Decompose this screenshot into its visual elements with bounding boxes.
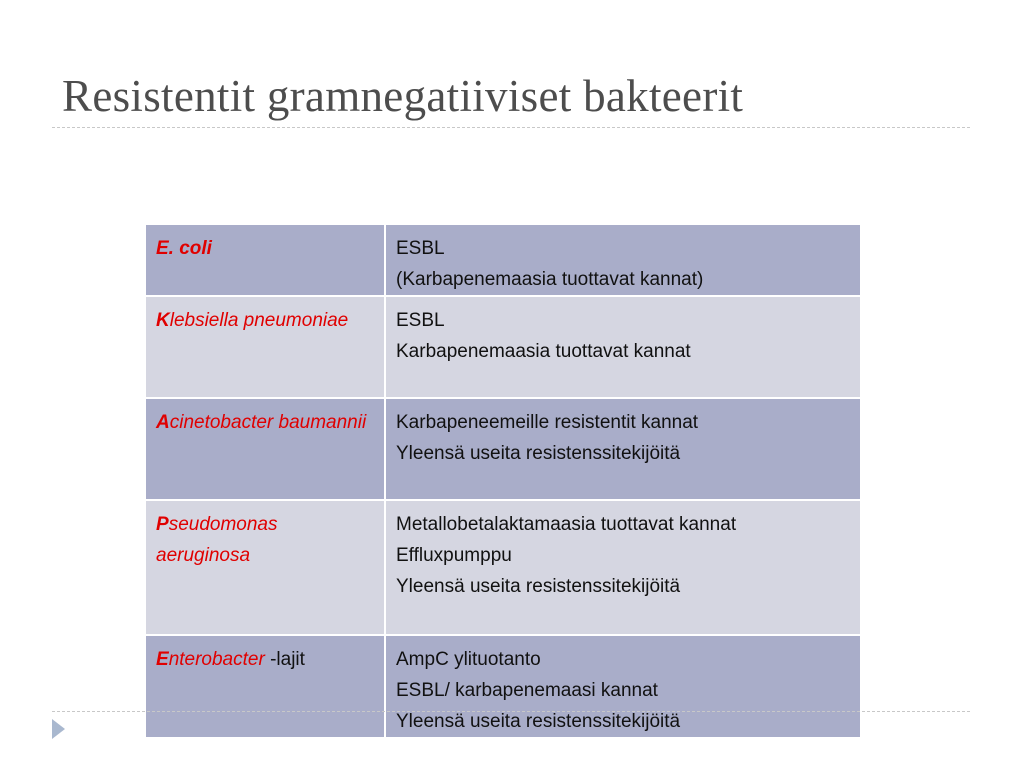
resistance-line: Karbapenemaasia tuottavat kannat bbox=[396, 341, 691, 362]
resistance-line: Karbapeneemeille resistentit kannat bbox=[396, 412, 699, 433]
resistance-line: Yleensä useita resistenssitekijöitä bbox=[396, 711, 681, 732]
organism-name-rest: cinetobacter baumannii bbox=[169, 412, 367, 433]
resistance-line: Metallobetalaktamaasia tuottavat kannat bbox=[396, 514, 737, 535]
organism-suffix: -lajit bbox=[264, 649, 305, 670]
resistance-line: ESBL bbox=[396, 238, 445, 259]
slide-title: Resistentit gramnegatiiviset bakteerit bbox=[62, 71, 744, 121]
resistance-cell bbox=[385, 500, 861, 635]
organism-name: E. coli bbox=[156, 238, 212, 259]
organism-cell bbox=[145, 398, 385, 500]
resistance-cell bbox=[385, 398, 861, 500]
resistance-line: ESBL bbox=[396, 310, 445, 331]
organism-cell bbox=[145, 224, 385, 296]
organism-cell bbox=[145, 500, 385, 635]
organism-initial: K bbox=[156, 310, 170, 331]
resistance-table bbox=[144, 223, 862, 739]
table-row bbox=[145, 398, 861, 500]
title-divider bbox=[52, 127, 970, 128]
resistance-line: AmpC ylituotanto bbox=[396, 649, 541, 670]
organism-name-rest: nterobacter bbox=[168, 649, 265, 670]
organism-name-rest: seudomonas aeruginosa bbox=[156, 514, 278, 566]
footer-divider bbox=[52, 711, 970, 712]
resistance-cell bbox=[385, 635, 861, 738]
resistance-cell bbox=[385, 224, 861, 296]
organism-initial: E bbox=[156, 649, 169, 670]
triangle-bullet-icon bbox=[52, 719, 65, 739]
organism-initial: P bbox=[156, 514, 169, 535]
table-row bbox=[145, 500, 861, 635]
organism-initial: A bbox=[156, 412, 170, 433]
resistance-line: Yleensä useita resistenssitekijöitä bbox=[396, 443, 681, 464]
table-row bbox=[145, 635, 861, 738]
organism-cell bbox=[145, 635, 385, 738]
resistance-line: (Karbapenemaasia tuottavat kannat) bbox=[396, 269, 704, 290]
resistance-cell bbox=[385, 296, 861, 398]
organism-name-rest: lebsiella pneumoniae bbox=[169, 310, 349, 331]
resistance-line: Effluxpumppu bbox=[396, 545, 512, 566]
resistance-line: Yleensä useita resistenssitekijöitä bbox=[396, 576, 681, 597]
resistance-line: ESBL/ karbapenemaasi kannat bbox=[396, 680, 658, 701]
table-row bbox=[145, 296, 861, 398]
table-row bbox=[145, 224, 861, 296]
organism-cell bbox=[145, 296, 385, 398]
